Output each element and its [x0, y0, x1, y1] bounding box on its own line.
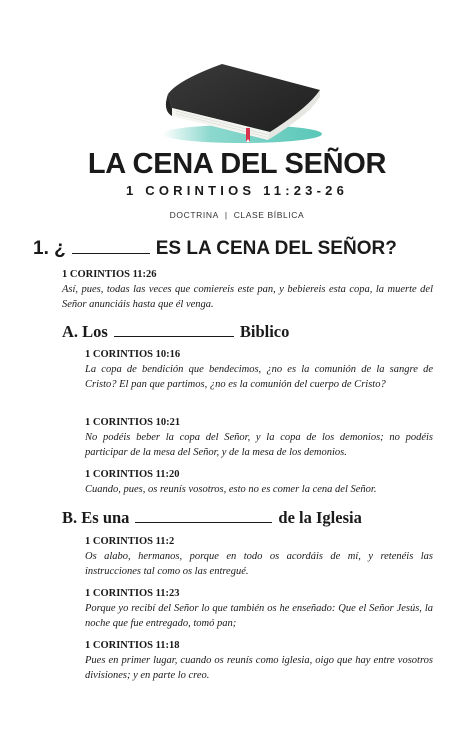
- section-b-before: Es una: [81, 508, 130, 527]
- bible-book-icon: [150, 50, 325, 150]
- page-subtitle: 1 CORINTIOS 11:23-26: [126, 183, 348, 198]
- section-b-ref-3: 1 CORINTIOS 11:18: [85, 640, 180, 651]
- section-b-after: de la Iglesia: [278, 508, 362, 527]
- section-b-heading: [62, 508, 362, 528]
- section-a-verse-1: La copa de bendición que bendecimos, ¿no es la comunión de la sangre de Cristo? El pan que partimos, ¿no es la comunión del cuerpo de Cristo?: [85, 364, 433, 390]
- question-number: 1.: [33, 238, 49, 259]
- question-suffix: ES LA CENA DEL SEÑOR?: [155, 238, 397, 259]
- section-b-verse-2: Porque yo recibí del Señor lo que también os he enseñado: Que el Señor Jesús, la noche que fue entregado, tomó pan;: [85, 603, 433, 629]
- section-a-verse-2: No podéis beber la copa del Señor, y la copa de los demonios; no podéis participar de la mesa del Señor, y de la mesa de los demonios.: [85, 432, 433, 458]
- meta-type: CLASE BÍBLICA: [233, 210, 305, 220]
- meta-separator: |: [224, 210, 228, 220]
- section-a-before: Los: [82, 322, 108, 341]
- question-verse-text: Así, pues, todas las veces que comiereis este pan, y bebiereis esta copa, la muerte del Señor anunciáis hasta que él venga.: [62, 284, 433, 310]
- section-a-verse-3: Cuando, pues, os reunís vosotros, esto no es comer la cena del Señor.: [85, 484, 377, 495]
- meta-line: [0, 210, 474, 220]
- section-a-ref-3: 1 CORINTIOS 11:20: [85, 469, 180, 480]
- section-b-blank[interactable]: [135, 521, 272, 523]
- question-verse-ref: 1 CORINTIOS 11:26: [62, 269, 157, 280]
- question-prefix: ¿: [54, 238, 66, 259]
- section-b-verse-3: Pues en primer lugar, cuando os reunís como iglesia, oigo que hay entre vosotros divisiones; y en parte lo creo.: [85, 655, 433, 681]
- page-title: LA CENA DEL SEÑOR: [87, 148, 387, 180]
- section-a-ref-1: 1 CORINTIOS 10:16: [85, 349, 181, 360]
- section-b-letter: B.: [62, 508, 78, 527]
- question-heading: [33, 238, 397, 260]
- section-a-ref-2: 1 CORINTIOS 10:21: [85, 417, 181, 428]
- section-b-ref-1: 1 CORINTIOS 11:2: [85, 536, 175, 547]
- section-b-verse-1: Os alabo, hermanos, porque en todo os acordáis de mí, y retenéis las instrucciones tal como os las entregué.: [85, 551, 433, 577]
- section-a-after: Biblico: [239, 322, 290, 341]
- section-b-ref-2: 1 CORINTIOS 11:23: [85, 588, 180, 599]
- section-a-heading: [62, 322, 289, 342]
- section-a-letter: A.: [62, 322, 79, 341]
- question-blank[interactable]: [72, 252, 150, 254]
- section-a-blank[interactable]: [114, 335, 234, 337]
- meta-category: DOCTRINA: [169, 210, 219, 220]
